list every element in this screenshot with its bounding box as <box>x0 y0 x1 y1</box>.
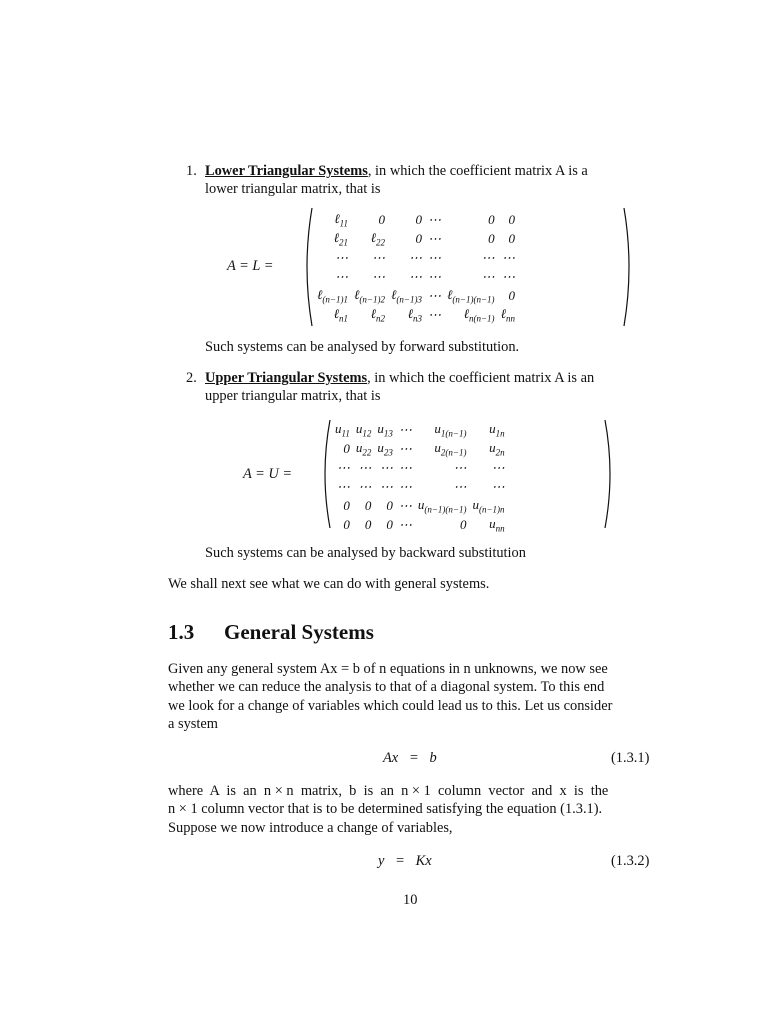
lower-matrix-cell: ⋯ <box>372 249 385 265</box>
lower-matrix-cell: ⋯ <box>501 268 515 284</box>
upper-matrix-cell: $u_{23}$ <box>377 439 393 458</box>
lower-matrix-cell: ⋯ <box>335 249 348 265</box>
lower-matrix-cell: ℓ$_{22}$ <box>370 229 385 248</box>
upper-matrix-cell: ⋯ <box>453 478 467 494</box>
lower-matrix-cell: ⋯ <box>481 268 495 284</box>
lower-matrix-cell: 0 <box>508 211 515 227</box>
upper-matrix-cell: 0 <box>343 440 350 456</box>
upper-matrix-row <box>332 420 508 439</box>
lower-matrix-cell: 0 <box>508 230 515 246</box>
lower-matrix-cell: ⋯ <box>372 268 385 284</box>
item1-after: Such systems can be analysed by forward substitution. <box>205 339 520 355</box>
upper-matrix-cell: $u_{1n}$ <box>489 420 505 439</box>
item1-number: 1. <box>186 163 197 179</box>
lower-matrix-cell: ⋯ <box>481 249 495 265</box>
upper-matrix-cell: ⋯ <box>336 478 350 494</box>
item2-left-paren <box>318 418 332 535</box>
item2-right-paren <box>603 418 617 535</box>
item1-title: Lower Triangular Systems <box>205 163 368 179</box>
upper-matrix-cell: 0 <box>386 497 393 513</box>
upper-matrix-cell: $u_{13}$ <box>377 420 393 439</box>
item1-right-paren <box>622 206 636 333</box>
upper-matrix-cell: ⋯ <box>358 478 372 494</box>
item2-line1-rest: , in which the coefficient matrix A is an <box>367 370 595 386</box>
item2-title: Upper Triangular Systems <box>205 370 368 386</box>
equation-1-label: (1.3.1) <box>611 750 650 766</box>
upper-matrix-row <box>332 515 508 534</box>
item2-after: Such systems can be analysed by backward substitution <box>205 545 526 561</box>
upper-matrix-cell: 0 <box>343 497 350 513</box>
lower-matrix-row <box>314 210 518 229</box>
item1-left-paren <box>300 206 314 333</box>
equation-2-label: (1.3.2) <box>611 853 650 869</box>
lower-matrix-cell: 0 <box>488 211 495 227</box>
para1-line3: we look for a change of variables which could lead us to this. Let us consider <box>168 698 613 714</box>
lower-matrix-cell: ⋯ <box>428 268 441 284</box>
upper-matrix-row <box>332 496 508 515</box>
lower-matrix-cell: ⋯ <box>335 268 348 284</box>
upper-matrix-cell: $u_{2(n-1)}$ <box>434 439 467 458</box>
para1-line2: whether we can reduce the analysis to that of a diagonal system. To this end <box>168 679 605 695</box>
page-number: 10 <box>403 892 418 908</box>
lower-matrix-cell: ℓ$_{(n-1)2}$ <box>354 286 385 305</box>
upper-matrix-cell: ⋯ <box>398 421 412 437</box>
section-number: 1.3 <box>168 620 195 644</box>
lower-matrix-cell: ℓ$_{n3}$ <box>407 305 422 324</box>
lower-matrix-cell: ℓ$_{21}$ <box>333 229 348 248</box>
lower-matrix-cell: ⋯ <box>428 230 441 246</box>
item1-line2: lower triangular matrix, that is <box>205 181 381 197</box>
lower-matrix-row <box>314 286 518 305</box>
item2-line2: upper triangular matrix, that is <box>205 388 381 404</box>
lower-matrix-cell: 0 <box>415 230 422 246</box>
equation-1: Ax = b <box>383 750 437 766</box>
lower-matrix-row <box>314 229 518 248</box>
upper-matrix-cell: $u_{12}$ <box>355 420 372 439</box>
lower-matrix-cell: ℓ$_{(n-1)1}$ <box>317 286 348 305</box>
upper-matrix-cell: $u_{(n-1)n}$ <box>472 496 505 515</box>
lower-matrix-cell: 0 <box>415 211 422 227</box>
upper-matrix-cell: 0 <box>364 497 372 513</box>
upper-matrix-row <box>332 439 508 458</box>
lower-matrix-cell: 0 <box>488 230 495 246</box>
item2-number: 2. <box>186 370 197 386</box>
para2-line1: where A is an n × n matrix, b is an n × 1 column vector and x is the <box>168 783 609 799</box>
section-title: General Systems <box>224 620 374 644</box>
upper-matrix-cell: $u_{22}$ <box>355 439 372 458</box>
para1-line1: Given any general system Ax = b of n equations in n unknowns, we now see <box>168 661 608 677</box>
para1-line4: a system <box>168 716 218 732</box>
next-line: We shall next see what we can do with general systems. <box>168 576 490 592</box>
lower-matrix-cell: ⋯ <box>501 249 515 265</box>
upper-matrix-cell: 0 <box>459 516 467 532</box>
lower-matrix-cell: ℓ$_{n1}$ <box>333 305 348 324</box>
upper-matrix-cell: ⋯ <box>379 478 393 494</box>
lower-matrix-cell: ⋯ <box>428 306 441 322</box>
para2-line2: n × 1 column vector that is to be determined satisfying the equation (1.3.1). <box>168 801 603 817</box>
para2-line3: Suppose we now introduce a change of variables, <box>168 820 453 836</box>
upper-matrix-cell: ⋯ <box>336 459 350 475</box>
lower-matrix-row <box>314 267 518 286</box>
lower-matrix-row <box>314 248 518 267</box>
upper-matrix-cell: ⋯ <box>491 478 505 494</box>
upper-matrix-cell: $u_{nn}$ <box>489 515 505 534</box>
upper-matrix-cell: ⋯ <box>398 459 412 475</box>
upper-matrix-cell: $u_{11}$ <box>335 420 350 439</box>
upper-matrix-cell: ⋯ <box>398 497 412 513</box>
lower-matrix-cell: 0 <box>508 287 515 303</box>
upper-matrix-cell: ⋯ <box>358 459 372 475</box>
upper-matrix-cell: $u_{1(n-1)}$ <box>434 420 467 439</box>
lower-matrix-cell: ℓ$_{11}$ <box>334 210 348 229</box>
upper-matrix-cell: ⋯ <box>491 459 505 475</box>
upper-matrix-cell: ⋯ <box>398 516 412 532</box>
lower-matrix-cell: ℓ$_{n(n-1)}$ <box>463 305 495 324</box>
upper-matrix-cell: ⋯ <box>398 440 412 456</box>
item1-lhs: A = L = <box>227 258 274 274</box>
lower-matrix-cell: 0 <box>378 211 385 227</box>
equation-2: y = Kx <box>378 853 432 869</box>
upper-matrix-cell: ⋯ <box>453 459 467 475</box>
upper-matrix-cell: 0 <box>386 516 393 532</box>
lower-matrix-cell: ℓ$_{n2}$ <box>370 305 385 324</box>
lower-matrix-cell: ℓ$_{(n-1)(n-1)}$ <box>447 286 495 305</box>
upper-matrix-row <box>332 477 508 496</box>
lower-matrix-cell: ⋯ <box>428 249 441 265</box>
upper-matrix-cell: ⋯ <box>379 459 393 475</box>
lower-matrix-cell: ℓ$_{nn}$ <box>500 305 515 324</box>
lower-matrix-row <box>314 305 518 324</box>
upper-matrix-cell: ⋯ <box>398 478 412 494</box>
upper-matrix-cell: 0 <box>364 516 372 532</box>
item1-text <box>205 162 588 180</box>
lower-matrix-cell: ⋯ <box>428 287 441 303</box>
item2-matrix <box>332 420 508 534</box>
upper-matrix-cell: $u_{(n-1)(n-1)}$ <box>417 496 467 515</box>
item1-matrix <box>314 210 518 324</box>
upper-matrix-row <box>332 458 508 477</box>
item2-lhs: A = U = <box>243 466 293 482</box>
lower-matrix-cell: ⋯ <box>428 211 441 227</box>
upper-matrix-cell: 0 <box>343 516 350 532</box>
lower-matrix-cell: ℓ$_{(n-1)3}$ <box>391 286 422 305</box>
item1-line1-rest: , in which the coefficient matrix A is a <box>367 163 588 179</box>
lower-matrix-cell: ⋯ <box>409 249 422 265</box>
lower-matrix-cell: ⋯ <box>409 268 422 284</box>
upper-matrix-cell: $u_{2n}$ <box>489 439 505 458</box>
item2-text <box>205 369 594 387</box>
